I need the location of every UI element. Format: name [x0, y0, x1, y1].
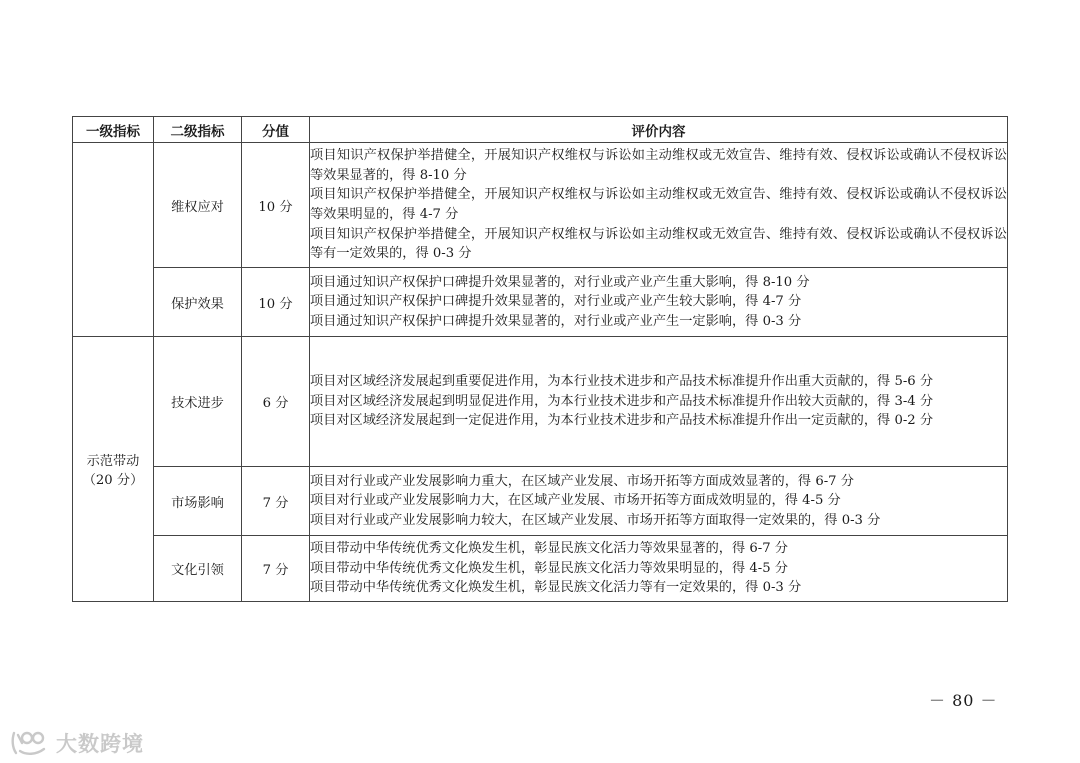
score-cell: 10 分: [242, 268, 310, 337]
score-cell: 7 分: [242, 467, 310, 536]
criterion-line: 项目知识产权保护举措健全，开展知识产权维权与诉讼如主动维权或无效宣告、维持有效、侵权诉讼或确认不侵权诉讼等有一定效果的，得 0-3 分: [310, 226, 1007, 262]
criterion-line: 项目通过知识产权保护口碑提升效果显著的，对行业或产业产生重大影响，得 8-10 分: [310, 274, 810, 290]
header-secondary-indicator: 二级指标: [154, 117, 242, 143]
evaluation-table: [72, 116, 1008, 602]
evaluation-content-cell: [310, 467, 1008, 536]
secondary-indicator-cell: 技术进步: [154, 337, 242, 467]
criterion-line: 项目通过知识产权保护口碑提升效果显著的，对行业或产业产生一定影响，得 0-3 分: [310, 313, 802, 329]
brand-logo-icon: [10, 729, 50, 757]
evaluation-content-cell: [310, 337, 1008, 467]
criterion-line: 项目带动中华传统优秀文化焕发生机，彰显民族文化活力等效果显著的，得 6-7 分: [310, 541, 788, 557]
score-cell: 6 分: [242, 337, 310, 467]
criterion-line: 项目知识产权保护举措健全，开展知识产权维权与诉讼如主动维权或无效宣告、维持有效、侵权诉讼或确认不侵权诉讼等效果显著的，得 8-10 分: [310, 148, 1007, 183]
criterion-line: 项目对行业或产业发展影响力大，在区域产业发展、市场开拓等方面成效明显的，得 4-5 分: [310, 493, 841, 509]
criterion-line: 项目通过知识产权保护口碑提升效果显著的，对行业或产业产生较大影响，得 4-7 分: [310, 294, 802, 310]
score-cell: 7 分: [242, 536, 310, 602]
criterion-line: 项目对行业或产业发展影响力重大，在区域产业发展、市场开拓等方面成效显著的，得 6-7 分: [310, 473, 854, 489]
table-header-row: [73, 117, 1008, 143]
table-row: [73, 268, 1008, 337]
criterion-line: 项目带动中华传统优秀文化焕发生机，彰显民族文化活力等效果明显的，得 4-5 分: [310, 560, 788, 576]
header-evaluation-content: 评价内容: [310, 117, 1008, 143]
header-score: 分值: [242, 117, 310, 143]
table-row: [73, 337, 1008, 467]
secondary-indicator-cell: 保护效果: [154, 268, 242, 337]
criterion-line: 项目对区域经济发展起到重要促进作用，为本行业技术进步和产品技术标准提升作出重大贡献的，得 5-6 分: [310, 374, 934, 390]
criterion-line: 项目对区域经济发展起到明显促进作用，为本行业技术进步和产品技术标准提升作出较大贡献的，得 3-4 分: [310, 393, 934, 409]
primary-indicator-score: （20 分）: [82, 473, 144, 488]
evaluation-content-cell: [310, 268, 1008, 337]
primary-indicator-cell: [73, 143, 154, 337]
table-row: [73, 536, 1008, 602]
header-primary-indicator: 一级指标: [73, 117, 154, 143]
evaluation-content-cell: [310, 536, 1008, 602]
evaluation-content-cell: [310, 143, 1008, 268]
watermark-text: 大数跨境: [56, 732, 144, 756]
score-cell: 10 分: [242, 143, 310, 268]
secondary-indicator-cell: 维权应对: [154, 143, 242, 268]
primary-indicator-cell: [73, 337, 154, 602]
primary-indicator-label: 示范带动: [86, 454, 140, 469]
table-row: [73, 143, 1008, 268]
criterion-line: 项目带动中华传统优秀文化焕发生机，彰显民族文化活力等有一定效果的，得 0-3 分: [310, 580, 802, 596]
watermark: [10, 728, 144, 758]
criterion-line: 项目对行业或产业发展影响力较大，在区域产业发展、市场开拓等方面取得一定效果的，得 0-3 分: [310, 512, 881, 528]
secondary-indicator-cell: 文化引领: [154, 536, 242, 602]
table-row: [73, 467, 1008, 536]
secondary-indicator-cell: 市场影响: [154, 467, 242, 536]
page-number: － 80 －: [929, 691, 998, 710]
criterion-line: 项目知识产权保护举措健全，开展知识产权维权与诉讼如主动维权或无效宣告、维持有效、侵权诉讼或确认不侵权诉讼等效果明显的，得 4-7 分: [310, 187, 1007, 222]
criterion-line: 项目对区域经济发展起到一定促进作用，为本行业技术进步和产品技术标准提升作出一定贡献的，得 0-2 分: [310, 413, 934, 429]
